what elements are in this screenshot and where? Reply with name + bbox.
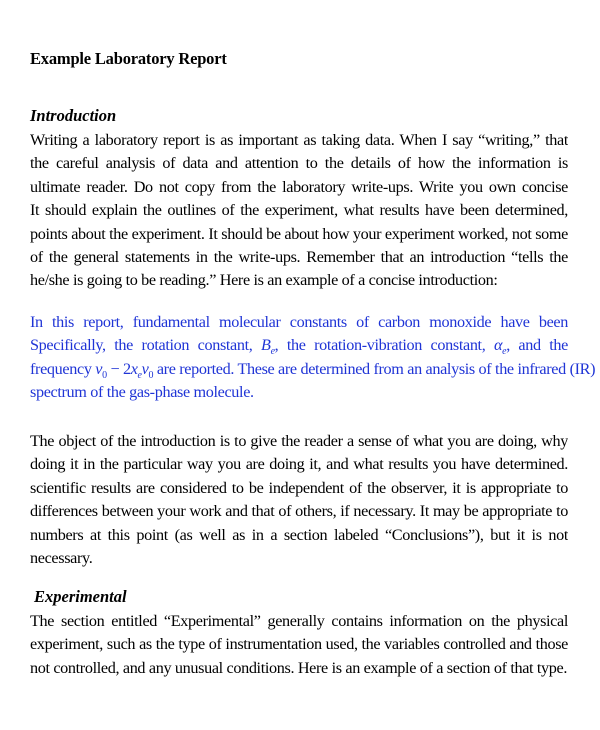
text-line [30, 358, 596, 382]
text-fragment: are reported. These are determined from an analysis of the infrared (IR) [153, 359, 596, 378]
text-line [30, 334, 568, 357]
subscript-e: e [137, 370, 142, 382]
variable-nu: ν [95, 359, 103, 378]
text-line: The object of the introduction is to give the reader a sense of what you are doing, why [30, 432, 568, 450]
variable-b: B [261, 336, 271, 355]
formula-operator: − 2 [106, 359, 131, 378]
experimental-paragraph-1 [30, 610, 568, 680]
subscript-0: 0 [102, 370, 107, 382]
subscript-e: e [270, 346, 275, 358]
variable-alpha: α [493, 336, 503, 355]
section-heading-introduction: Introduction [30, 106, 117, 125]
text-line: spectrum of the gas-phase molecule. [30, 383, 254, 402]
text-fragment: , and the [506, 336, 568, 355]
text-line: In this report, fundamental molecular constants of carbon monoxide have been [30, 313, 568, 331]
text-line: he/she is going to be reading.” Here is an example of a concise introduction: [30, 271, 498, 290]
document-title: Example Laboratory Report [30, 49, 227, 68]
section-heading-experimental: Experimental [34, 587, 127, 606]
text-line: scientific results are considered to be independent of the observer, it is appropriate to [30, 478, 568, 497]
text-line: ultimate reader. Do not copy from the laboratory write-ups. Write you own concise [30, 177, 568, 196]
rotation-vibration-constant-symbol [493, 336, 507, 358]
introduction-example-paragraph [30, 311, 596, 405]
text-line: numbers at this point (as well as in a section labeled “Conclusions”), but it is not [30, 525, 568, 544]
introduction-paragraph-2 [30, 430, 568, 570]
text-line: experiment, such as the type of instrumentation used, the variables controlled and those [30, 635, 568, 654]
text-line: differences between your work and that of others, if necessary. It may be appropriate to [30, 502, 568, 521]
variable-nu: ν [141, 359, 149, 378]
vibrational-frequency-formula [95, 359, 154, 382]
text-line: It should explain the outlines of the experiment, what results have been determined, [30, 201, 568, 220]
variable-x: x [130, 359, 138, 378]
text-fragment: Specifically, the rotation constant, [30, 336, 262, 355]
text-line: The section entitled “Experimental” generally contains information on the physical [30, 612, 568, 630]
text-line: of the general statements in the write-ups. Remember that an introduction “tells the [30, 247, 568, 266]
text-fragment: frequency [30, 359, 96, 378]
text-line: necessary. [30, 548, 93, 567]
rotation-constant-symbol [261, 336, 275, 358]
subscript-e: e [502, 346, 507, 358]
text-line: doing it in the particular way you are doing it, and what results you have determined. [30, 455, 568, 474]
subscript-0: 0 [148, 370, 154, 382]
introduction-paragraph-1 [30, 129, 568, 293]
text-line: points about the experiment. It should be about how your experiment worked, not some [30, 224, 568, 243]
text-line: not controlled, and any unusual conditions. Here is an example of a section of that type. [30, 658, 568, 677]
text-fragment: , the rotation-vibration constant, [274, 336, 494, 355]
text-line: Writing a laboratory report is as important as taking data. When I say “writing,” that [30, 131, 568, 149]
text-line: the careful analysis of data and attention to the details of how the information is [30, 154, 568, 173]
